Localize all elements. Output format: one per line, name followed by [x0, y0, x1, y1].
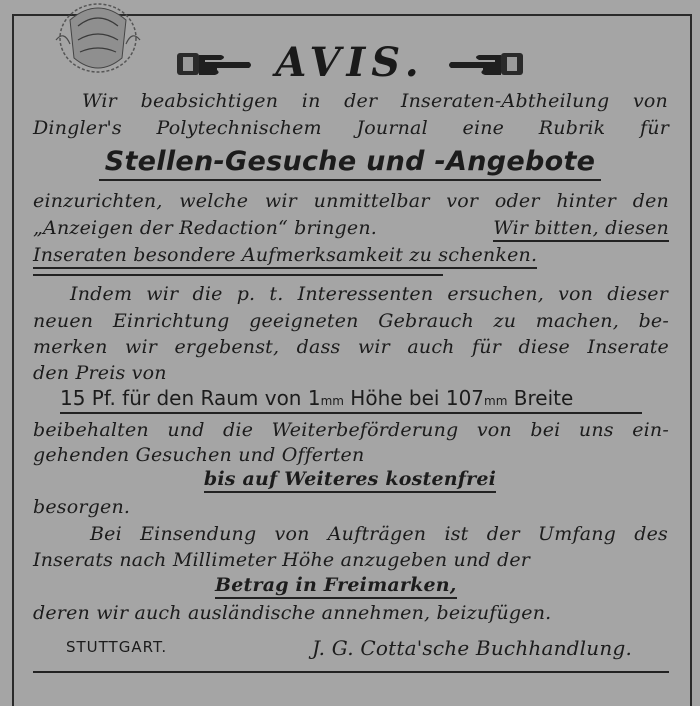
body-line: beibehalten und die Weiterbeförderung von bei uns ein-	[33, 419, 669, 441]
price-unit: mm	[320, 394, 344, 408]
body-line	[33, 217, 669, 242]
pointing-hand-right-icon	[175, 45, 253, 79]
body-text: „Anzeigen der Redaction“ bringen.	[33, 217, 378, 239]
price-unit: mm	[484, 394, 508, 408]
footer-rule	[33, 671, 669, 673]
underline-rule	[33, 274, 443, 276]
body-line: Inserats nach Millimeter Höhe anzugeben und der	[33, 549, 531, 571]
body-line: neuen Einrichtung geeigneten Gebrauch zu machen, be-	[33, 310, 669, 332]
stamps-line	[215, 574, 700, 596]
body-line: deren wir auch ausländische annehmen, beizufügen.	[33, 602, 552, 624]
body-line: besorgen.	[33, 496, 131, 518]
stamps-text: Betrag in Freimarken,	[215, 574, 457, 599]
price-line	[60, 386, 642, 414]
price-part: Höhe bei 107	[343, 386, 485, 410]
price-part: Breite	[507, 386, 574, 410]
rubric-text: Stellen-Gesuche und -Angebote	[99, 146, 602, 181]
body-line: Indem wir die p. t. Interessenten ersuchen, von dieser	[70, 283, 668, 305]
underlined-text: Wir bitten, diesen	[493, 217, 669, 242]
free-line	[0, 468, 700, 490]
underlined-text: Inseraten besondere Aufmerksamkeit zu schenken.	[33, 244, 537, 269]
free-text: bis auf Weiteres kostenfrei	[204, 468, 496, 493]
body-line	[33, 244, 700, 266]
price-part: 15 Pf. für den Raum von 1	[60, 386, 321, 410]
price-text	[60, 386, 642, 414]
rubric-heading	[0, 146, 700, 177]
advertisement-title: AVIS.	[275, 38, 425, 86]
body-line: Wir beabsichtigen in der Inseraten-Abtheilung von	[82, 90, 668, 112]
footer-publisher: J. G. Cotta'sche Buchhandlung.	[312, 636, 633, 660]
footer-place: STUTTGART.	[66, 638, 168, 656]
body-line: gehenden Gesuchen und Offerten	[33, 444, 365, 466]
body-line: einzurichten, welche wir unmittelbar vor oder hinter den	[33, 190, 669, 212]
heading	[0, 38, 700, 86]
body-line: Bei Einsendung von Aufträgen ist der Umfang des	[90, 523, 668, 545]
pointing-hand-left-icon	[447, 45, 525, 79]
body-line: den Preis von	[33, 362, 167, 384]
body-line: merken wir ergebenst, dass wir auch für diese Inserate	[33, 336, 669, 358]
body-line: Dingler's Polytechnischem Journal eine Rubrik für	[33, 117, 669, 139]
